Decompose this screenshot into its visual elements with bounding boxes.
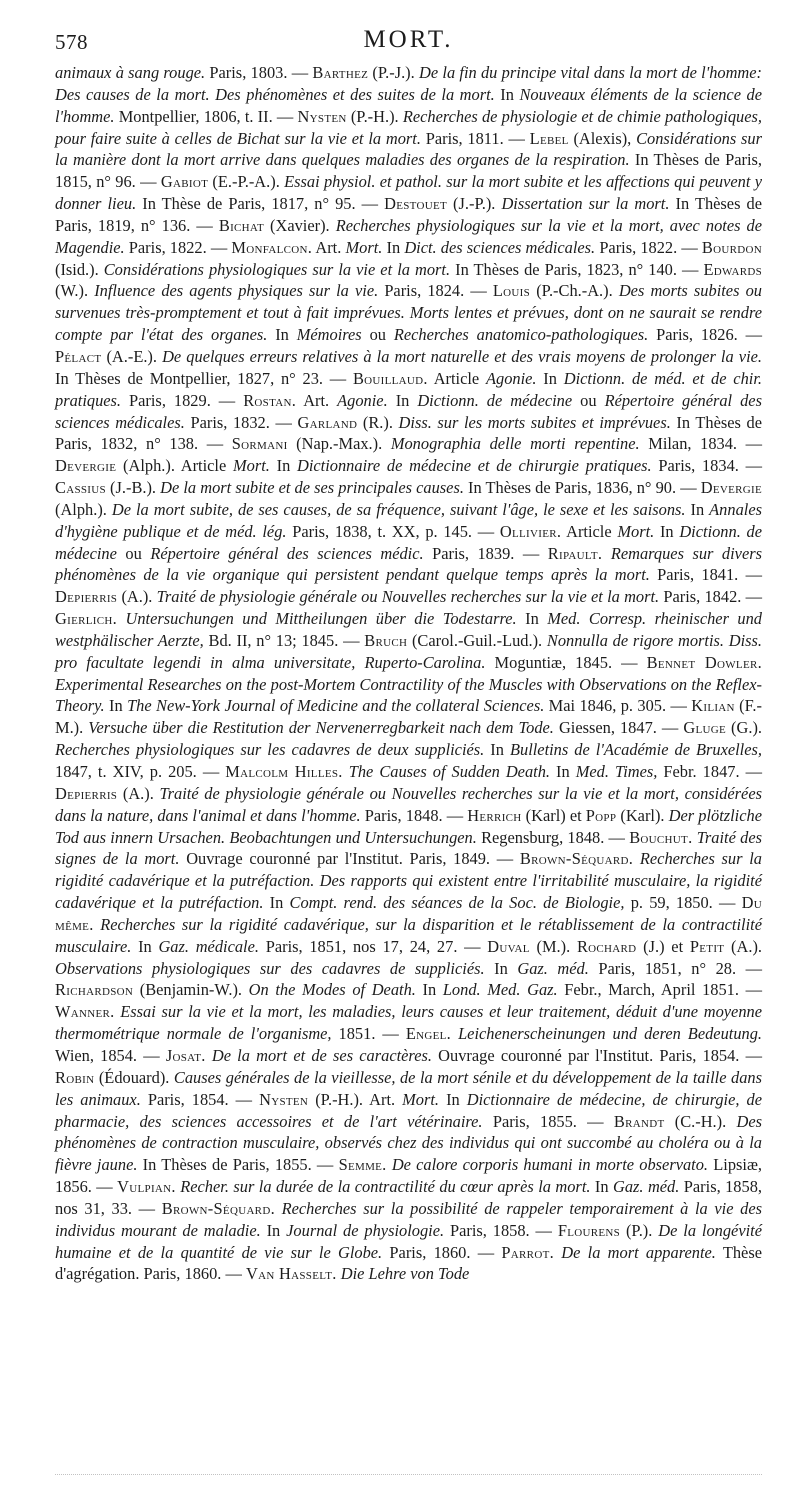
citation-text: Paris, 1841. — bbox=[649, 565, 762, 585]
citation-text: Article bbox=[427, 368, 486, 388]
author-name: Depierris bbox=[55, 587, 118, 607]
author-name: Lebel bbox=[529, 128, 569, 148]
author-name: Wanner. bbox=[55, 1002, 115, 1022]
citation-text: Montpellier, 1806, t. II. — bbox=[114, 106, 298, 126]
title-text: Mémoires bbox=[296, 325, 362, 345]
title-text: Répertoire général des sciences médic. bbox=[150, 543, 424, 563]
citation-text: (Karl) et bbox=[521, 805, 586, 825]
citation-text: (W.). bbox=[55, 281, 95, 301]
author-name: Richardson bbox=[55, 980, 134, 1000]
title-text: Dictionn. de médecine bbox=[417, 390, 573, 410]
title-text: Considérations physiologiques sur la vie et la mort. bbox=[103, 259, 451, 279]
citation-text: In bbox=[260, 1220, 287, 1240]
citation-text: (P.). bbox=[620, 1220, 659, 1240]
citation-text: Regensburg, 1848. — bbox=[476, 827, 630, 847]
citation-text: In Thèses de Montpellier, 1827, n° 23. — bbox=[55, 368, 353, 388]
citation-text: Paris, 1803. — bbox=[205, 63, 313, 82]
title-text: Gaz. méd. bbox=[613, 1177, 680, 1197]
author-name: Flourens bbox=[557, 1220, 621, 1240]
title-text: Recherches physiologiques sur la vie et la mort, avec notes de Magendie. bbox=[55, 215, 762, 257]
title-text: Recherches physiologiques sur les cadavres de deux suppliciés. bbox=[55, 740, 485, 760]
title-text: Dictionnaire de médecine, de chirurgie, de pharmacie, des sciences accessoires et de l'art vétérinaire. bbox=[55, 1089, 762, 1131]
bottom-marks bbox=[55, 1474, 762, 1481]
author-name: Josat. bbox=[165, 1045, 206, 1065]
title-text: Mort. bbox=[617, 521, 655, 541]
citation-text bbox=[633, 849, 640, 868]
citation-text: In Thèses de Paris, 1836, n° 90. — bbox=[463, 478, 701, 498]
author-name: Brandt bbox=[613, 1111, 665, 1131]
title-text: Influence des agents physiques sur la vie. bbox=[94, 281, 379, 301]
citation-text: In bbox=[494, 84, 520, 104]
author-name: Gluge bbox=[683, 718, 727, 738]
author-name: Bennet Dowler. bbox=[646, 652, 763, 672]
citation-text: Paris, 1860. — bbox=[382, 1242, 502, 1262]
author-name: Parrot. bbox=[501, 1242, 554, 1262]
citation-text: Art. bbox=[312, 237, 346, 257]
citation-text: In bbox=[382, 237, 405, 257]
citation-text: Febr. 1847. — bbox=[657, 762, 762, 781]
citation-text: (Alexis), bbox=[568, 128, 637, 148]
citation-text: ou bbox=[361, 325, 394, 345]
citation-text: (Carol.-Guil.-Lud.). bbox=[407, 630, 547, 650]
author-name: Robin bbox=[55, 1067, 95, 1087]
author-name: Destouet bbox=[384, 194, 447, 214]
title-text: De quelques erreurs relatives à la mort naturelle et des vrais moyens de prolonger la vie. bbox=[162, 346, 762, 366]
citation-text: Paris, 1838, t. XX, p. 145. — bbox=[286, 521, 500, 541]
citation-text: Article bbox=[561, 521, 618, 541]
title-text: Traité des signes de la mort. bbox=[55, 827, 762, 869]
citation-text: (E.-P.-A.). bbox=[208, 172, 285, 192]
citation-text: (Xavier). bbox=[263, 215, 336, 235]
title-text: De calore corporis humani in morte observato. bbox=[391, 1155, 709, 1175]
author-name: Engel. bbox=[405, 1024, 452, 1044]
title-text: Recherches de physiologie et de chimie pathologiques, pour faire suite à celles de Bichat sur la vie et la mort. bbox=[55, 106, 762, 148]
title-text: Med. Corresp. rheinischer und westphälischer Aerzte, bbox=[55, 609, 762, 650]
citation-text: ou bbox=[116, 543, 151, 563]
citation-text: p. 59, 1850. — bbox=[624, 893, 742, 913]
author-name: Garland bbox=[297, 412, 358, 432]
citation-text: Milan, 1834. — bbox=[639, 434, 763, 454]
author-name: Brown-Séquard. bbox=[161, 1198, 275, 1218]
citation-text: In bbox=[267, 325, 297, 345]
citation-text: 1847, t. XIV, p. 205. — bbox=[55, 762, 226, 781]
title-text: Recherches sur la rigidité cadavérique et la putréfaction. Des rapports qui existent entre l'irritabilité musculaire, la rigidité cadavérique et la putréfaction. bbox=[55, 849, 762, 913]
title-text: Traité de physiologie générale ou Nouvelles recherches sur la vie et la mort, considérées dans la nature, dans l'animal et dans l'homme. bbox=[55, 783, 762, 825]
title-text: Untersuchungen und Mittheilungen über die Todestarre. bbox=[125, 609, 517, 629]
title-text: Dissertation sur la mort. bbox=[501, 194, 670, 214]
author-name: Monfalcon. bbox=[231, 237, 313, 257]
title-text: Dictionn. de méd. et de chir. pratiques. bbox=[55, 368, 762, 410]
running-head bbox=[55, 18, 762, 62]
citation-text bbox=[451, 1024, 458, 1043]
title-text: De la mort subite, de ses causes, de sa fréquence, suivant l'âge, le sexe et les saisons. bbox=[111, 499, 686, 519]
citation-text: (P.-Ch.-A.). bbox=[530, 281, 619, 301]
citation-text: (Alph.). Article bbox=[116, 456, 233, 476]
title-text: Recherches anatomico-pathologiques. bbox=[393, 325, 649, 345]
title-text: Essai sur la vie et la mort, les maladies, leurs causes et leur traitement, déduit d'une moyenne thermométrique normale de l'organisme, bbox=[55, 1002, 762, 1044]
author-name: Kilian bbox=[691, 696, 735, 716]
citation-text: In bbox=[550, 762, 576, 781]
title-text: On the Modes of Death. bbox=[248, 980, 416, 1000]
title-text: animaux à sang rouge. bbox=[55, 63, 206, 82]
title-text: Répertoire général des sciences médicales. bbox=[55, 390, 762, 432]
title-text: Causes générales de la vieillesse, de la mort sénile et du développement de la taille dans les animaux. bbox=[55, 1067, 762, 1109]
citation-text: Paris, 1858, nos 31, 33. — bbox=[55, 1177, 762, 1218]
citation-text: (Benjamin-W.). bbox=[133, 980, 249, 1000]
author-name: Bichat bbox=[218, 215, 264, 235]
citation-text: (Nap.-Max.). bbox=[287, 434, 391, 454]
title-text: Diss. sur les morts subites et imprévues. bbox=[398, 412, 671, 432]
citation-text: 1851. — bbox=[331, 1024, 406, 1044]
author-name: Bouchut. bbox=[629, 827, 693, 847]
title-text: Dictionn. de médecine bbox=[55, 521, 762, 563]
citation-text: In bbox=[263, 893, 290, 913]
author-name: Brown-Séquard. bbox=[519, 849, 634, 869]
title-text: Mort. bbox=[345, 237, 383, 257]
citation-text: (Alph.). bbox=[55, 499, 112, 519]
citation-text: Thèse d'agrégation. Paris, 1860. — bbox=[55, 1242, 762, 1284]
citation-text bbox=[275, 1199, 282, 1218]
author-name: Pélact bbox=[55, 346, 102, 366]
title-text: Leichenerscheinungen und deren Bedeutung. bbox=[458, 1024, 763, 1044]
title-text: De la mort et de ses caractères. bbox=[211, 1045, 432, 1065]
title-text: Gaz. médicale. bbox=[158, 936, 259, 956]
citation-text: (C.-H.). bbox=[664, 1111, 737, 1131]
page-number: 578 bbox=[55, 30, 88, 54]
citation-text: Giessen, 1847. — bbox=[553, 718, 684, 738]
citation-text: (A.-E.). bbox=[101, 346, 163, 366]
author-name: Du même. bbox=[55, 893, 762, 934]
citation-text: In Thèses de Paris, 1823, n° 140. — bbox=[450, 259, 704, 279]
citation-text: Paris, 1854. — bbox=[140, 1089, 260, 1109]
citation-text: In bbox=[415, 980, 443, 1000]
title-text: Mort. bbox=[402, 1089, 440, 1109]
title-text: Considérations sur la manière dont la mort arrive dans quelques maladies des organes de la respiration. bbox=[55, 128, 762, 170]
title-text: Agonie. bbox=[337, 390, 388, 410]
citation-text: (R.). bbox=[357, 412, 399, 432]
author-name: Gierlich. bbox=[55, 609, 118, 629]
author-name: Nysten bbox=[259, 1089, 309, 1109]
citation-text: In bbox=[131, 936, 159, 956]
title-text: Annales d'hygiène publique et de méd. lég. bbox=[55, 499, 762, 541]
citation-text: Moguntiæ, 1845. — bbox=[485, 652, 647, 672]
citation-text: Paris, 1832. — bbox=[184, 412, 298, 432]
author-name: Nysten bbox=[297, 106, 347, 126]
author-name: Depierris bbox=[55, 783, 118, 803]
author-name: Malcolm Hilles. bbox=[225, 762, 343, 781]
citation-text: (J.) et bbox=[636, 936, 690, 956]
citation-text bbox=[117, 609, 125, 628]
citation-text: (A.). bbox=[117, 587, 157, 607]
author-name: Devergie bbox=[55, 456, 117, 476]
author-name: Cassius bbox=[55, 478, 106, 498]
citation-text: Ouvrage couronné par l'Institut. Paris, 1854. — bbox=[431, 1045, 762, 1065]
citation-text: Paris, 1824. — bbox=[378, 281, 493, 301]
running-title: MORT. bbox=[363, 26, 454, 53]
author-name: Van Hasselt. bbox=[245, 1264, 337, 1284]
citation-text: In Thèse de Paris, 1817, n° 95. — bbox=[136, 194, 385, 214]
citation-text: In Thèses de Paris, 1819, n° 136. — bbox=[55, 194, 762, 235]
author-name: Semme. bbox=[338, 1155, 387, 1175]
citation-text: (A.). bbox=[117, 783, 160, 803]
title-text: The New-York Journal of Medicine and the collateral Sciences. bbox=[127, 696, 545, 716]
citation-text: ou bbox=[572, 390, 605, 410]
citation-text: In bbox=[685, 499, 710, 519]
citation-text: Paris, 1839. — bbox=[423, 543, 548, 563]
title-text: Dict. des sciences médicales. bbox=[404, 237, 596, 257]
citation-text: In bbox=[536, 368, 564, 388]
citation-text: (J.-P.). bbox=[447, 194, 502, 214]
citation-text: In bbox=[484, 958, 518, 978]
citation-text: In bbox=[387, 390, 418, 410]
citation-text: Paris, 1855. — bbox=[482, 1111, 614, 1131]
citation-text: (Édouard). bbox=[94, 1067, 174, 1087]
citation-text: Lipsiæ, 1856. — bbox=[55, 1155, 762, 1197]
citation-text: Art. bbox=[296, 390, 338, 410]
citation-text: Paris, 1851, nos 17, 24, 27. — bbox=[258, 936, 488, 956]
citation-text bbox=[602, 544, 611, 563]
title-text: Die Lehre von Tode bbox=[340, 1264, 470, 1284]
citation-text: In bbox=[590, 1177, 613, 1197]
title-text: Nouveaux éléments de la science de l'homme. bbox=[55, 84, 762, 126]
citation-text: (J.-B.). bbox=[105, 478, 161, 498]
title-text: De la fin du principe vital dans la mort de l'homme: Des causes de la mort. Des phénomènes et des suites de la mort. bbox=[55, 63, 762, 104]
author-name: Devergie bbox=[700, 478, 762, 498]
citation-text: In bbox=[104, 696, 128, 716]
citation-text: (A.). bbox=[724, 936, 763, 956]
title-text: Der plötzliche Tod aus innern Ursachen. Beobachtungen und Untersuchungen. bbox=[55, 805, 762, 847]
citation-text: In bbox=[439, 1089, 467, 1109]
citation-text: In bbox=[654, 521, 680, 541]
citation-text: Paris, 1829. — bbox=[121, 390, 244, 410]
author-name: Louis bbox=[492, 281, 531, 301]
title-text: The Causes of Sudden Death. bbox=[348, 762, 550, 781]
citation-text: In Thèses de Paris, 1855. — bbox=[137, 1155, 339, 1175]
author-name: Petit bbox=[689, 936, 725, 956]
title-text: Dictionnaire de médecine et de chirurgie pratiques. bbox=[297, 456, 652, 476]
citation-text: Paris, 1848. — bbox=[360, 805, 468, 825]
author-name: Gabiot bbox=[160, 172, 209, 192]
author-name: Edwards bbox=[703, 259, 762, 279]
author-name: Rostan. bbox=[243, 390, 297, 410]
title-text: Observations physiologiques sur des cadavres de suppliciés. bbox=[55, 958, 485, 978]
citation-text: Bd. II, n° 13; 1845. — bbox=[203, 630, 365, 650]
title-text: Compt. rend. des séances de la Soc. de Biologie, bbox=[289, 893, 625, 913]
citation-text: Paris, 1822. — bbox=[595, 237, 702, 257]
author-name: Ripault. bbox=[547, 543, 603, 563]
author-name: Sormani bbox=[231, 434, 288, 454]
author-name: Rochard bbox=[576, 936, 637, 956]
title-text: Gaz. méd. bbox=[517, 958, 589, 978]
author-name: Herrich bbox=[467, 805, 522, 825]
citation-text: (P.-H.). Art. bbox=[308, 1089, 403, 1109]
bibliography-paragraph bbox=[55, 62, 762, 1285]
citation-text: (M.). bbox=[529, 936, 577, 956]
citation-text: (F.-M.). bbox=[55, 696, 762, 738]
citation-text: In bbox=[516, 609, 548, 629]
citation-text: In bbox=[269, 456, 298, 476]
citation-text: (Karl). bbox=[616, 805, 669, 825]
author-name: Popp bbox=[585, 805, 617, 825]
title-text: Des morts subites ou survenues très-promptement et tout à fait imprévues. Morts lentes et prévues, dont on ne saurait se rendre compte par l'état des organes. bbox=[55, 281, 762, 345]
citation-text: Paris, 1822. — bbox=[124, 237, 232, 257]
citation-text: Mai 1846, p. 305. — bbox=[544, 696, 692, 716]
author-name: Barthez bbox=[312, 63, 369, 82]
title-text: Journal de physiologie. bbox=[286, 1220, 445, 1240]
citation-text: Paris, 1858. — bbox=[444, 1220, 558, 1240]
title-text: Monographia delle morti repentine. bbox=[390, 434, 640, 454]
title-text: Des phénomènes de contraction musculaire, observés chez des individus qui ont succombé au choléra ou à la fièvre jaune. bbox=[55, 1111, 763, 1175]
title-text: Recherches sur la rigidité cadavérique, sur la disparition et le rétablissement de la contractilité musculaire. bbox=[55, 914, 762, 956]
citation-text: In Thèses de Paris, 1815, n° 96. — bbox=[55, 150, 762, 192]
title-text: De la longévité humaine et de la quantité de vie sur le Globe. bbox=[55, 1220, 762, 1262]
citation-text: Paris, 1842. — bbox=[659, 587, 762, 607]
title-text: Versuche über die Restitution der Nervenerregbarkeit nach dem Tode. bbox=[88, 718, 554, 738]
citation-text: In Thèses de Paris, 1832, n° 138. — bbox=[55, 412, 763, 454]
author-name: Bruch bbox=[364, 630, 408, 650]
title-text: Essai physiol. et pathol. sur la mort subite et les affections qui peuvent y donner lieu. bbox=[55, 172, 762, 214]
author-name: Bourdon bbox=[701, 237, 762, 257]
citation-text: (P.-H.). bbox=[346, 106, 403, 126]
citation-text: (Isid.). bbox=[55, 259, 104, 279]
citation-text: Febr., March, April 1851. — bbox=[557, 980, 762, 1000]
title-text: De la mort apparente. bbox=[561, 1242, 716, 1262]
title-text: Remarques sur divers phénomènes de la vie organique qui persistent pendant quelque temps après la mort. bbox=[55, 543, 762, 585]
author-name: Ollivier. bbox=[499, 521, 562, 541]
citation-text: Paris, 1834. — bbox=[651, 456, 762, 476]
citation-text: Paris, 1826. — bbox=[648, 325, 762, 345]
author-name: Vulpian. bbox=[117, 1177, 176, 1197]
citation-text: Paris, 1851, n° 28. — bbox=[588, 958, 763, 978]
title-text: Agonie. bbox=[485, 368, 537, 388]
citation-text: (G.). bbox=[726, 718, 763, 738]
citation-text: Paris, 1811. — bbox=[420, 128, 530, 148]
title-text: Experimental Researches on the post-Mortem Contractility of the Muscles with Observations on the Reflex-Theory. bbox=[55, 674, 762, 716]
citation-text: Wien, 1854. — bbox=[55, 1045, 166, 1065]
title-text: Recher. sur la durée de la contractilité du cœur après la mort. bbox=[180, 1177, 591, 1197]
citation-text: In bbox=[484, 740, 510, 760]
title-text: Bulletins de l'Académie de Bruxelles, bbox=[509, 740, 762, 760]
title-text: Lond. Med. Gaz. bbox=[442, 980, 558, 1000]
title-text: Traité de physiologie générale ou Nouvelles recherches sur la vie et la mort. bbox=[156, 587, 660, 607]
title-text: De la mort subite et de ses principales causes. bbox=[160, 478, 464, 498]
title-text: Mort. bbox=[233, 456, 270, 476]
author-name: Duval bbox=[487, 936, 530, 956]
title-text: Med. Times, bbox=[575, 762, 658, 781]
title-text: Nonnulla de rigore mortis. Diss. pro facultate legendi in alma universitate, Ruperto-Carolina. bbox=[55, 630, 762, 672]
citation-text: Ouvrage couronné par l'Institut. Paris, 1849. — bbox=[179, 849, 520, 869]
citation-text: (P.-J.). bbox=[368, 63, 420, 82]
title-text: Recherches sur la possibilité de rappeler temporairement à la vie des individus mourant de maladie. bbox=[55, 1198, 762, 1240]
author-name: Bouillaud. bbox=[352, 368, 428, 388]
